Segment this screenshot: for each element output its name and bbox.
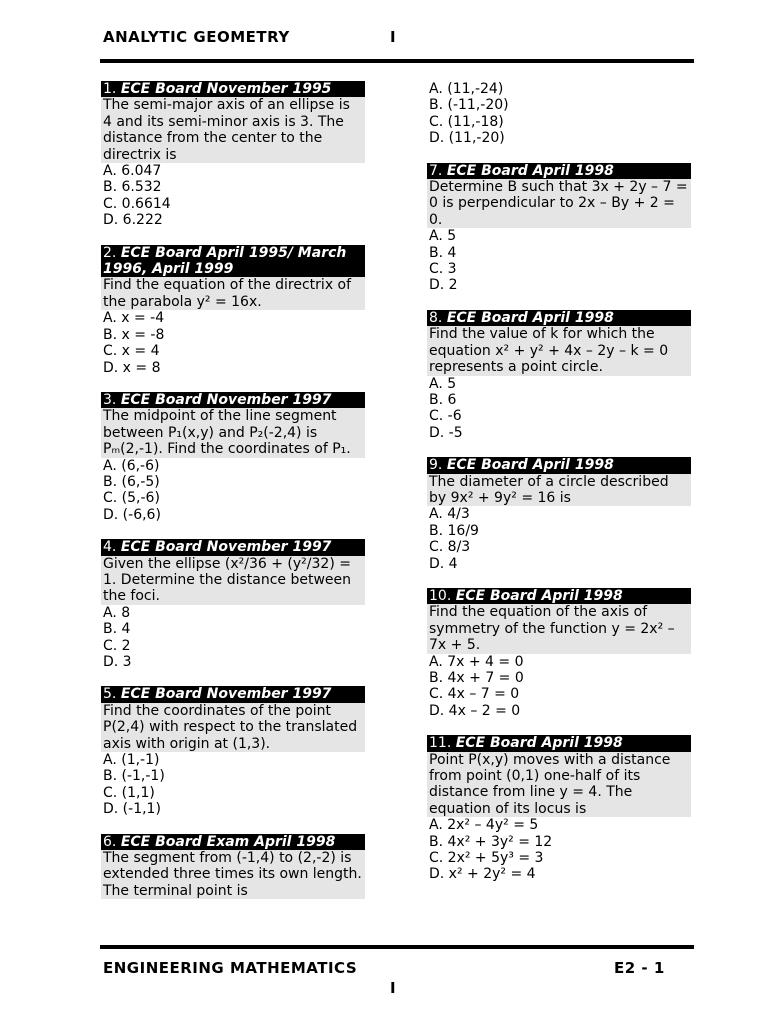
question-number: 1. bbox=[103, 81, 117, 97]
question-block bbox=[101, 81, 365, 229]
question-text: Find the coordinates of the point P(2,4) with respect to the translated axis with origin at (1,3). bbox=[101, 703, 365, 752]
answer-option: B. 6 bbox=[429, 391, 457, 408]
answer-option: B. 16/9 bbox=[429, 522, 479, 539]
answer-option: D. (-1,1) bbox=[103, 801, 161, 818]
answer-option: A. (6,-6) bbox=[103, 457, 160, 474]
answer-option: D. 2 bbox=[429, 277, 458, 294]
question-header bbox=[101, 834, 365, 850]
page-header-part: I bbox=[390, 28, 397, 46]
question-header bbox=[427, 310, 691, 326]
question-header bbox=[427, 588, 691, 604]
answer-option: B. 4 bbox=[103, 621, 131, 638]
answer-option: B. 4x² + 3y² = 12 bbox=[429, 833, 553, 850]
answer-option: D. x = 8 bbox=[103, 359, 161, 376]
answer-option: D. 4 bbox=[429, 555, 458, 572]
question-header bbox=[101, 392, 365, 408]
question-number: 4. bbox=[103, 539, 117, 556]
answer-option: A. (1,-1) bbox=[103, 752, 160, 769]
question-source: ECE Board April 1998 bbox=[455, 735, 623, 752]
question-header bbox=[101, 686, 365, 702]
answer-option: D. x² + 2y² = 4 bbox=[429, 866, 536, 883]
question-number: 6. bbox=[103, 833, 117, 850]
question-block bbox=[101, 539, 365, 670]
question-block bbox=[101, 245, 365, 376]
question-text: Find the equation of the directrix of the parabola y² = 16x. bbox=[101, 277, 365, 310]
answer-option: C. 4x – 7 = 0 bbox=[429, 686, 520, 703]
answer-option: D. 4x – 2 = 0 bbox=[429, 702, 521, 719]
question-source: ECE Board April 1998 bbox=[455, 587, 623, 604]
question-text: Given the ellipse (x²/36 + (y²/32) = 1. Determine the distance between the foci. bbox=[101, 556, 365, 605]
question-text: The semi-major axis of an ellipse is 4 and its semi-minor axis is 3. The distance from the center to the directrix is bbox=[101, 97, 365, 163]
footer-title: ENGINEERING MATHEMATICS bbox=[103, 959, 358, 977]
answer-option: B. 6.532 bbox=[103, 179, 162, 196]
question-header bbox=[427, 163, 691, 179]
question-source: ECE Board November 1997 bbox=[120, 391, 332, 408]
answer-option: A. 7x + 4 = 0 bbox=[429, 653, 524, 670]
answer-option: B. 4 bbox=[429, 244, 457, 261]
question-block bbox=[427, 457, 691, 572]
answer-option: C. 8/3 bbox=[429, 539, 471, 556]
answer-option: B. (-11,-20) bbox=[429, 97, 509, 114]
question-text: The midpoint of the line segment between P₁(x,y) and P₂(-2,4) is Pₘ(2,-1). Find the coordinates of P₁. bbox=[101, 408, 365, 457]
question-number: 7. bbox=[429, 162, 443, 179]
answer-option: C. -6 bbox=[429, 408, 462, 425]
question-number: 8. bbox=[429, 309, 443, 326]
answer-option: D. (-6,6) bbox=[103, 506, 161, 523]
right-column bbox=[427, 81, 691, 899]
answer-option: C. (11,-18) bbox=[429, 113, 504, 130]
question-source: ECE Board November 1995 bbox=[120, 81, 332, 97]
question-source: ECE Board Exam April 1998 bbox=[120, 833, 336, 850]
question-number: 9. bbox=[429, 457, 443, 474]
answer-option: D. -5 bbox=[429, 424, 463, 441]
answer-option: D. 6.222 bbox=[103, 212, 163, 229]
question-text: The segment from (-1,4) to (2,-2) is extended three times its own length. The terminal point is bbox=[101, 850, 365, 899]
answer-option: C. 3 bbox=[429, 261, 457, 278]
question-source: ECE Board April 1998 bbox=[446, 457, 614, 474]
answer-option: C. x = 4 bbox=[103, 343, 160, 360]
question-block bbox=[427, 588, 691, 719]
answer-option: B. x = -8 bbox=[103, 326, 165, 343]
question-header bbox=[101, 81, 365, 97]
question-number: 10. bbox=[429, 587, 452, 604]
answer-option: A. x = -4 bbox=[103, 310, 165, 327]
answer-option: C. (1,1) bbox=[103, 784, 155, 801]
question-text: The diameter of a circle described by 9x² + 9y² = 16 is bbox=[427, 474, 691, 507]
question-number: 11. bbox=[429, 735, 452, 752]
answer-option: C. 2 bbox=[103, 637, 131, 654]
answer-option: A. 2x² – 4y² = 5 bbox=[429, 817, 539, 834]
question-source: ECE Board April 1995/ March 1996, April 1999 bbox=[103, 244, 347, 278]
question-source: ECE Board November 1997 bbox=[120, 686, 332, 703]
answer-option: D. (11,-20) bbox=[429, 130, 505, 147]
question-number: 2. bbox=[103, 244, 117, 261]
answer-option: A. 5 bbox=[429, 375, 457, 392]
answer-option: A. (11,-24) bbox=[429, 81, 504, 97]
question-source: ECE Board April 1998 bbox=[446, 309, 614, 326]
question-header bbox=[427, 457, 691, 473]
left-column bbox=[101, 81, 365, 915]
answer-option: C. 2x² + 5y³ = 3 bbox=[429, 850, 544, 867]
question-header bbox=[101, 245, 365, 278]
answer-option: B. 4x + 7 = 0 bbox=[429, 670, 524, 686]
question-block bbox=[427, 310, 691, 441]
answer-option: C. (5,-6) bbox=[103, 490, 160, 507]
continued-options bbox=[427, 81, 691, 147]
question-block bbox=[427, 163, 691, 294]
question-header bbox=[101, 539, 365, 555]
answer-option: A. 4/3 bbox=[429, 506, 470, 523]
question-source: ECE Board April 1998 bbox=[446, 162, 614, 179]
question-text: Find the equation of the axis of symmetry of the function y = 2x² – 7x + 5. bbox=[427, 604, 691, 653]
footer-page-number: E2 - 1 bbox=[614, 959, 665, 977]
question-text: Point P(x,y) moves with a distance from point (0,1) one-half of its distance from line y = 4. The equation of its locus is bbox=[427, 752, 691, 818]
question-block bbox=[427, 735, 691, 883]
answer-option: B. (6,-5) bbox=[103, 473, 160, 490]
question-text: Find the value of k for which the equation x² + y² + 4x – 2y – k = 0 represents a point circle. bbox=[427, 326, 691, 375]
question-block bbox=[101, 392, 365, 523]
question-block bbox=[101, 686, 365, 817]
question-header bbox=[427, 735, 691, 751]
header-rule bbox=[100, 59, 694, 63]
footer-rule bbox=[100, 945, 694, 949]
answer-option: A. 6.047 bbox=[103, 163, 162, 180]
answer-option: A. 8 bbox=[103, 604, 131, 621]
question-number: 3. bbox=[103, 391, 117, 408]
question-source: ECE Board November 1997 bbox=[120, 539, 332, 556]
question-block bbox=[101, 834, 365, 900]
answer-option: A. 5 bbox=[429, 228, 457, 245]
question-text: Determine B such that 3x + 2y – 7 = 0 is perpendicular to 2x – By + 2 = 0. bbox=[427, 179, 691, 228]
answer-option: C. 0.6614 bbox=[103, 195, 171, 212]
question-number: 5. bbox=[103, 686, 117, 703]
footer-part: I bbox=[390, 979, 397, 997]
page-header-title: ANALYTIC GEOMETRY bbox=[103, 28, 290, 46]
answer-option: D. 3 bbox=[103, 654, 132, 670]
answer-option: B. (-1,-1) bbox=[103, 768, 165, 785]
